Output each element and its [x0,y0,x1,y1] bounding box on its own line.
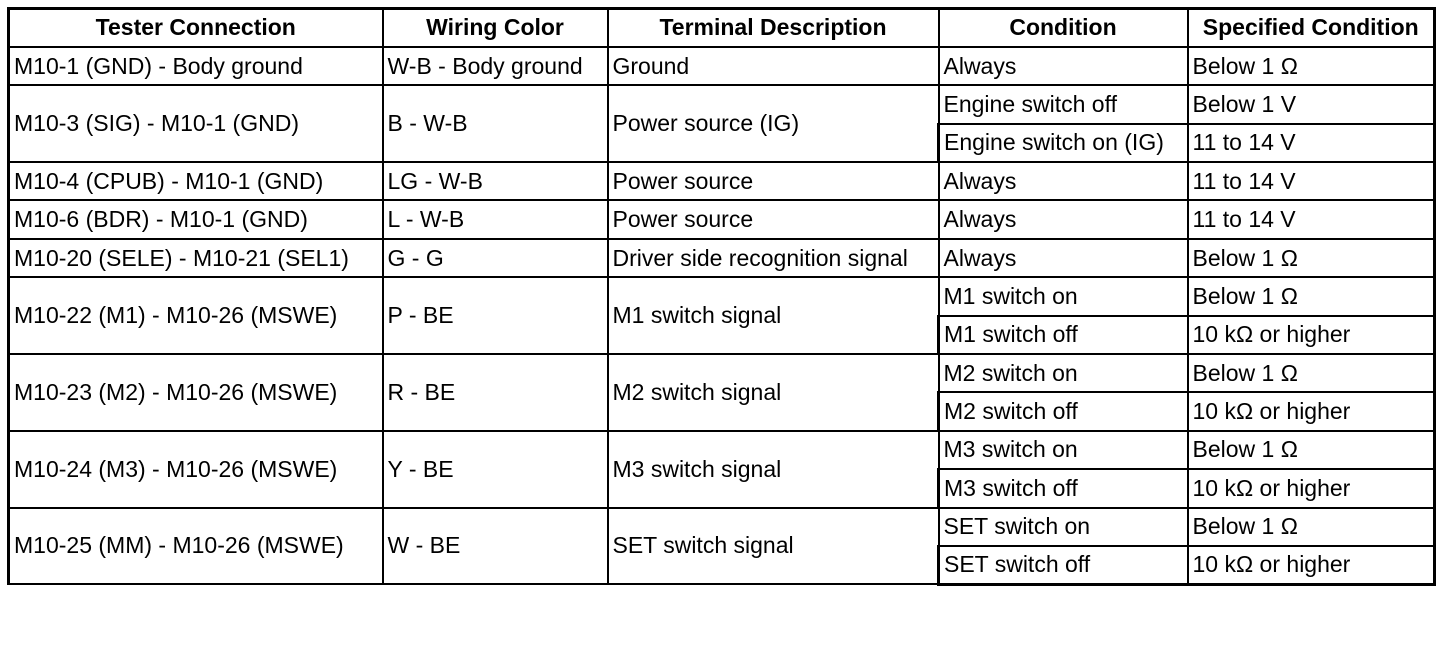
tester-connection-cell: M10-3 (SIG) - M10-1 (GND) [9,85,383,162]
condition-cell: Always [939,239,1188,277]
condition-cell: M3 switch off [939,469,1188,507]
wiring-color-cell: W-B - Body ground [383,47,608,85]
table-row [9,277,1435,315]
terminal-description-cell: M3 switch signal [608,431,939,508]
specified-condition-cell: Below 1 Ω [1188,239,1435,277]
wiring-color-cell: L - W-B [383,200,608,238]
tester-connection-cell: M10-20 (SELE) - M10-21 (SEL1) [9,239,383,277]
terminal-description-cell: M1 switch signal [608,277,939,354]
table-row [9,47,1435,85]
specified-condition-cell: Below 1 Ω [1188,47,1435,85]
wiring-color-cell: B - W-B [383,85,608,162]
specified-condition-cell: 10 kΩ or higher [1188,316,1435,354]
wiring-color-cell: W - BE [383,508,608,585]
wiring-color-cell: G - G [383,239,608,277]
tester-connection-cell: M10-4 (CPUB) - M10-1 (GND) [9,162,383,200]
table-row [9,508,1435,546]
terminal-description-cell: SET switch signal [608,508,939,585]
specified-condition-cell: Below 1 V [1188,85,1435,123]
specified-condition-cell: 10 kΩ or higher [1188,392,1435,430]
specified-condition-cell: Below 1 Ω [1188,277,1435,315]
terminal-description-cell: Driver side recognition signal [608,239,939,277]
condition-cell: M3 switch on [939,431,1188,469]
header-row [9,9,1435,47]
specified-condition-cell: 11 to 14 V [1188,124,1435,162]
condition-cell: Always [939,47,1188,85]
condition-cell: SET switch off [939,546,1188,584]
terminal-description-cell: Power source [608,162,939,200]
terminal-description-cell: M2 switch signal [608,354,939,431]
specified-condition-cell: Below 1 Ω [1188,508,1435,546]
table-row [9,431,1435,469]
condition-cell: SET switch on [939,508,1188,546]
inspection-table [7,7,1436,586]
specified-condition-cell: Below 1 Ω [1188,431,1435,469]
wiring-color-cell: LG - W-B [383,162,608,200]
condition-cell: Engine switch on (IG) [939,124,1188,162]
tester-connection-cell: M10-1 (GND) - Body ground [9,47,383,85]
table-row [9,200,1435,238]
wiring-color-cell: R - BE [383,354,608,431]
specified-condition-cell: 11 to 14 V [1188,162,1435,200]
tester-connection-cell: M10-22 (M1) - M10-26 (MSWE) [9,277,383,354]
table-row [9,162,1435,200]
condition-cell: M1 switch off [939,316,1188,354]
condition-cell: Engine switch off [939,85,1188,123]
terminal-description-cell: Power source [608,200,939,238]
wiring-color-cell: P - BE [383,277,608,354]
table-body [9,47,1435,584]
terminal-description-cell: Ground [608,47,939,85]
header-tester-connection: Tester Connection [9,9,383,47]
terminal-description-cell: Power source (IG) [608,85,939,162]
tester-connection-cell: M10-23 (M2) - M10-26 (MSWE) [9,354,383,431]
condition-cell: Always [939,200,1188,238]
tester-connection-cell: M10-6 (BDR) - M10-1 (GND) [9,200,383,238]
table-row [9,354,1435,392]
specified-condition-cell: 11 to 14 V [1188,200,1435,238]
condition-cell: Always [939,162,1188,200]
tester-connection-cell: M10-25 (MM) - M10-26 (MSWE) [9,508,383,585]
specified-condition-cell: Below 1 Ω [1188,354,1435,392]
specified-condition-cell: 10 kΩ or higher [1188,546,1435,584]
specified-condition-cell: 10 kΩ or higher [1188,469,1435,507]
header-condition: Condition [939,9,1188,47]
table-row [9,85,1435,123]
wiring-color-cell: Y - BE [383,431,608,508]
condition-cell: M2 switch on [939,354,1188,392]
header-terminal-description: Terminal Description [608,9,939,47]
condition-cell: M2 switch off [939,392,1188,430]
condition-cell: M1 switch on [939,277,1188,315]
tester-connection-cell: M10-24 (M3) - M10-26 (MSWE) [9,431,383,508]
header-wiring-color: Wiring Color [383,9,608,47]
header-specified-condition: Specified Condition [1188,9,1435,47]
table-row [9,239,1435,277]
